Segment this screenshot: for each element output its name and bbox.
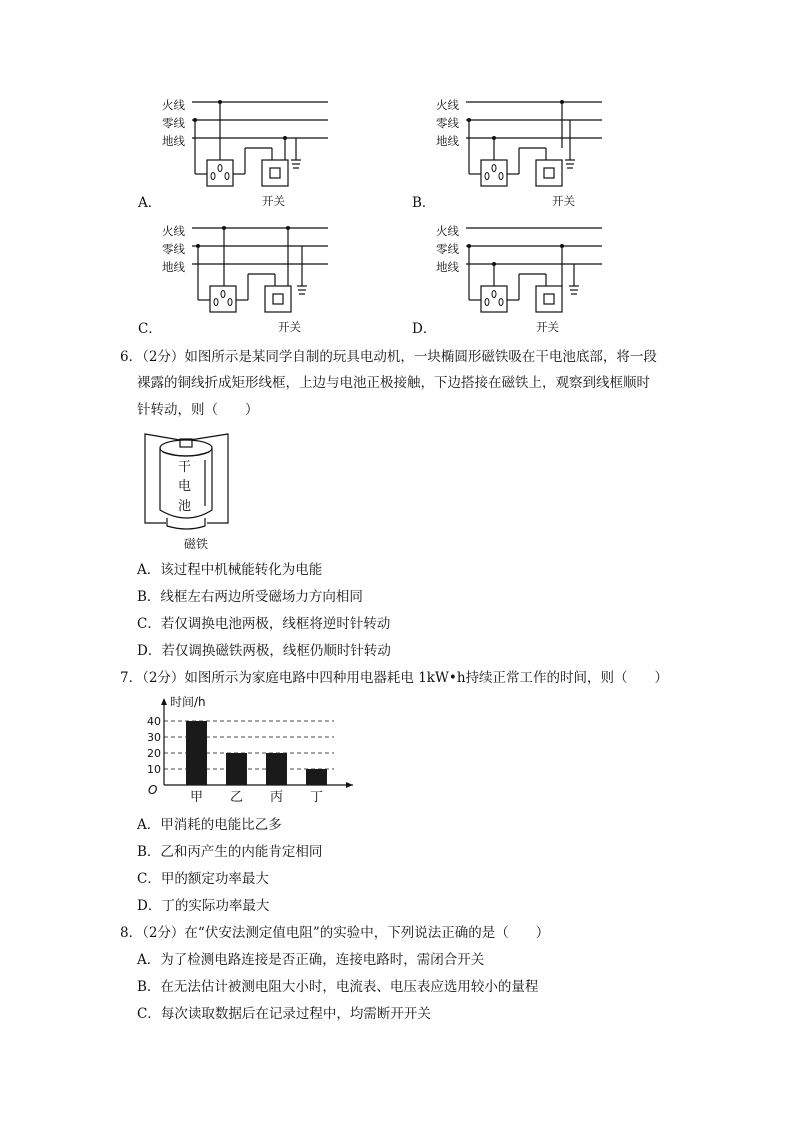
question-8-stem: 8．（2分）在“伏安法测定值电阻”的实验中，下列说法正确的是（ ） — [120, 925, 550, 941]
question-8-option-b: B．在无法估计被测电阻大小时，电流表、电压表应选用较小的量程 — [137, 979, 539, 995]
wire-label-live: 火线 — [162, 224, 185, 238]
wire-label-live: 火线 — [436, 98, 459, 112]
question-7-option-c: C．甲的额定功率最大 — [137, 871, 269, 887]
question-6-option-d: D．若仅调换磁铁两极，线框仍顺时针转动 — [137, 643, 391, 659]
question-7-option-d: D．丁的实际功率最大 — [137, 898, 270, 914]
y-tick-label: 10 — [147, 763, 161, 776]
x-axis-arrow — [346, 782, 353, 788]
option-label-b: B． — [412, 195, 436, 211]
y-tick-label: 30 — [147, 731, 161, 744]
question-6-stem-line-1: 6．（2分）如图所示是某同学自制的玩具电动机，一块椭圆形磁铁吸在干电池底部，将一段 — [120, 349, 657, 365]
wire-label-live: 火线 — [162, 98, 185, 112]
y-axis-arrow — [161, 698, 167, 705]
y-tick-label: 20 — [147, 747, 161, 760]
question-8-option-c: C．每次读取数据后在记录过程中，均需断开开关 — [137, 1006, 431, 1022]
x-tick-label: 甲 — [189, 790, 204, 805]
wire-label-ground: 地线 — [162, 134, 185, 148]
x-tick-label: 乙 — [229, 790, 244, 805]
switch-label: 开关 — [262, 194, 285, 208]
wire-label-neutral: 零线 — [162, 242, 185, 256]
option-label-d: D． — [412, 321, 437, 337]
circuit-diagram-d — [424, 218, 614, 343]
circuit-diagram-a — [150, 92, 340, 217]
circuit-diagram-b — [424, 92, 614, 217]
question-6-stem-line-2: 裸露的铜线折成矩形线框，上边与电池正极接触，下边搭接在磁铁上，观察到线框顺时 — [137, 375, 650, 391]
wire-label-neutral: 零线 — [436, 242, 459, 256]
x-tick-label: 丙 — [269, 790, 284, 805]
x-tick-label: 丁 — [309, 790, 324, 805]
circuit-diagram-c — [150, 218, 340, 343]
bar-chart — [138, 692, 363, 810]
y-axis-label: 时间/h — [170, 695, 206, 709]
question-7-option-b: B．乙和丙产生的内能肯定相同 — [137, 844, 323, 860]
battery-char-1: 干 — [178, 460, 192, 475]
question-7-stem: 7．（2分）如图所示为家庭电路中四种用电器耗电 1kW•h持续正常工作的时间，则（ ） — [120, 670, 669, 686]
question-8-option-a: A．为了检测电路连接是否正确，连接电路时，需闭合开关 — [137, 952, 485, 968]
question-6-option-c: C．若仅调换电池两极，线框将逆时针转动 — [137, 616, 391, 632]
bar-丁 — [306, 769, 327, 785]
wire-label-live: 火线 — [436, 224, 459, 238]
battery-char-3: 池 — [178, 499, 192, 514]
q5-circuit-grid — [0, 0, 794, 345]
switch-label: 开关 — [278, 320, 301, 334]
motor-figure — [140, 430, 235, 554]
wire-label-neutral: 零线 — [162, 116, 185, 130]
wire-label-ground: 地线 — [436, 260, 459, 274]
bar-乙 — [226, 753, 247, 785]
question-7-option-a: A．甲消耗的电能比乙多 — [137, 817, 282, 833]
question-6-option-b: B．线框左右两边所受磁场力方向相同 — [137, 589, 363, 605]
bar-甲 — [186, 721, 207, 785]
question-6-option-a: A．该过程中机械能转化为电能 — [137, 562, 323, 578]
wire-label-neutral: 零线 — [436, 116, 459, 130]
option-label-c: C． — [138, 321, 162, 337]
option-label-a: A． — [138, 195, 162, 211]
switch-label: 开关 — [552, 194, 575, 208]
battery-char-2: 电 — [178, 479, 192, 494]
wire-label-ground: 地线 — [162, 260, 185, 274]
origin-label: O — [148, 783, 158, 797]
wire-label-ground: 地线 — [436, 134, 459, 148]
magnet-label: 磁铁 — [184, 537, 209, 551]
switch-label: 开关 — [536, 320, 559, 334]
y-tick-label: 40 — [147, 715, 161, 728]
question-6-stem-line-3: 针转动，则（ ） — [137, 402, 259, 418]
bar-丙 — [266, 753, 287, 785]
